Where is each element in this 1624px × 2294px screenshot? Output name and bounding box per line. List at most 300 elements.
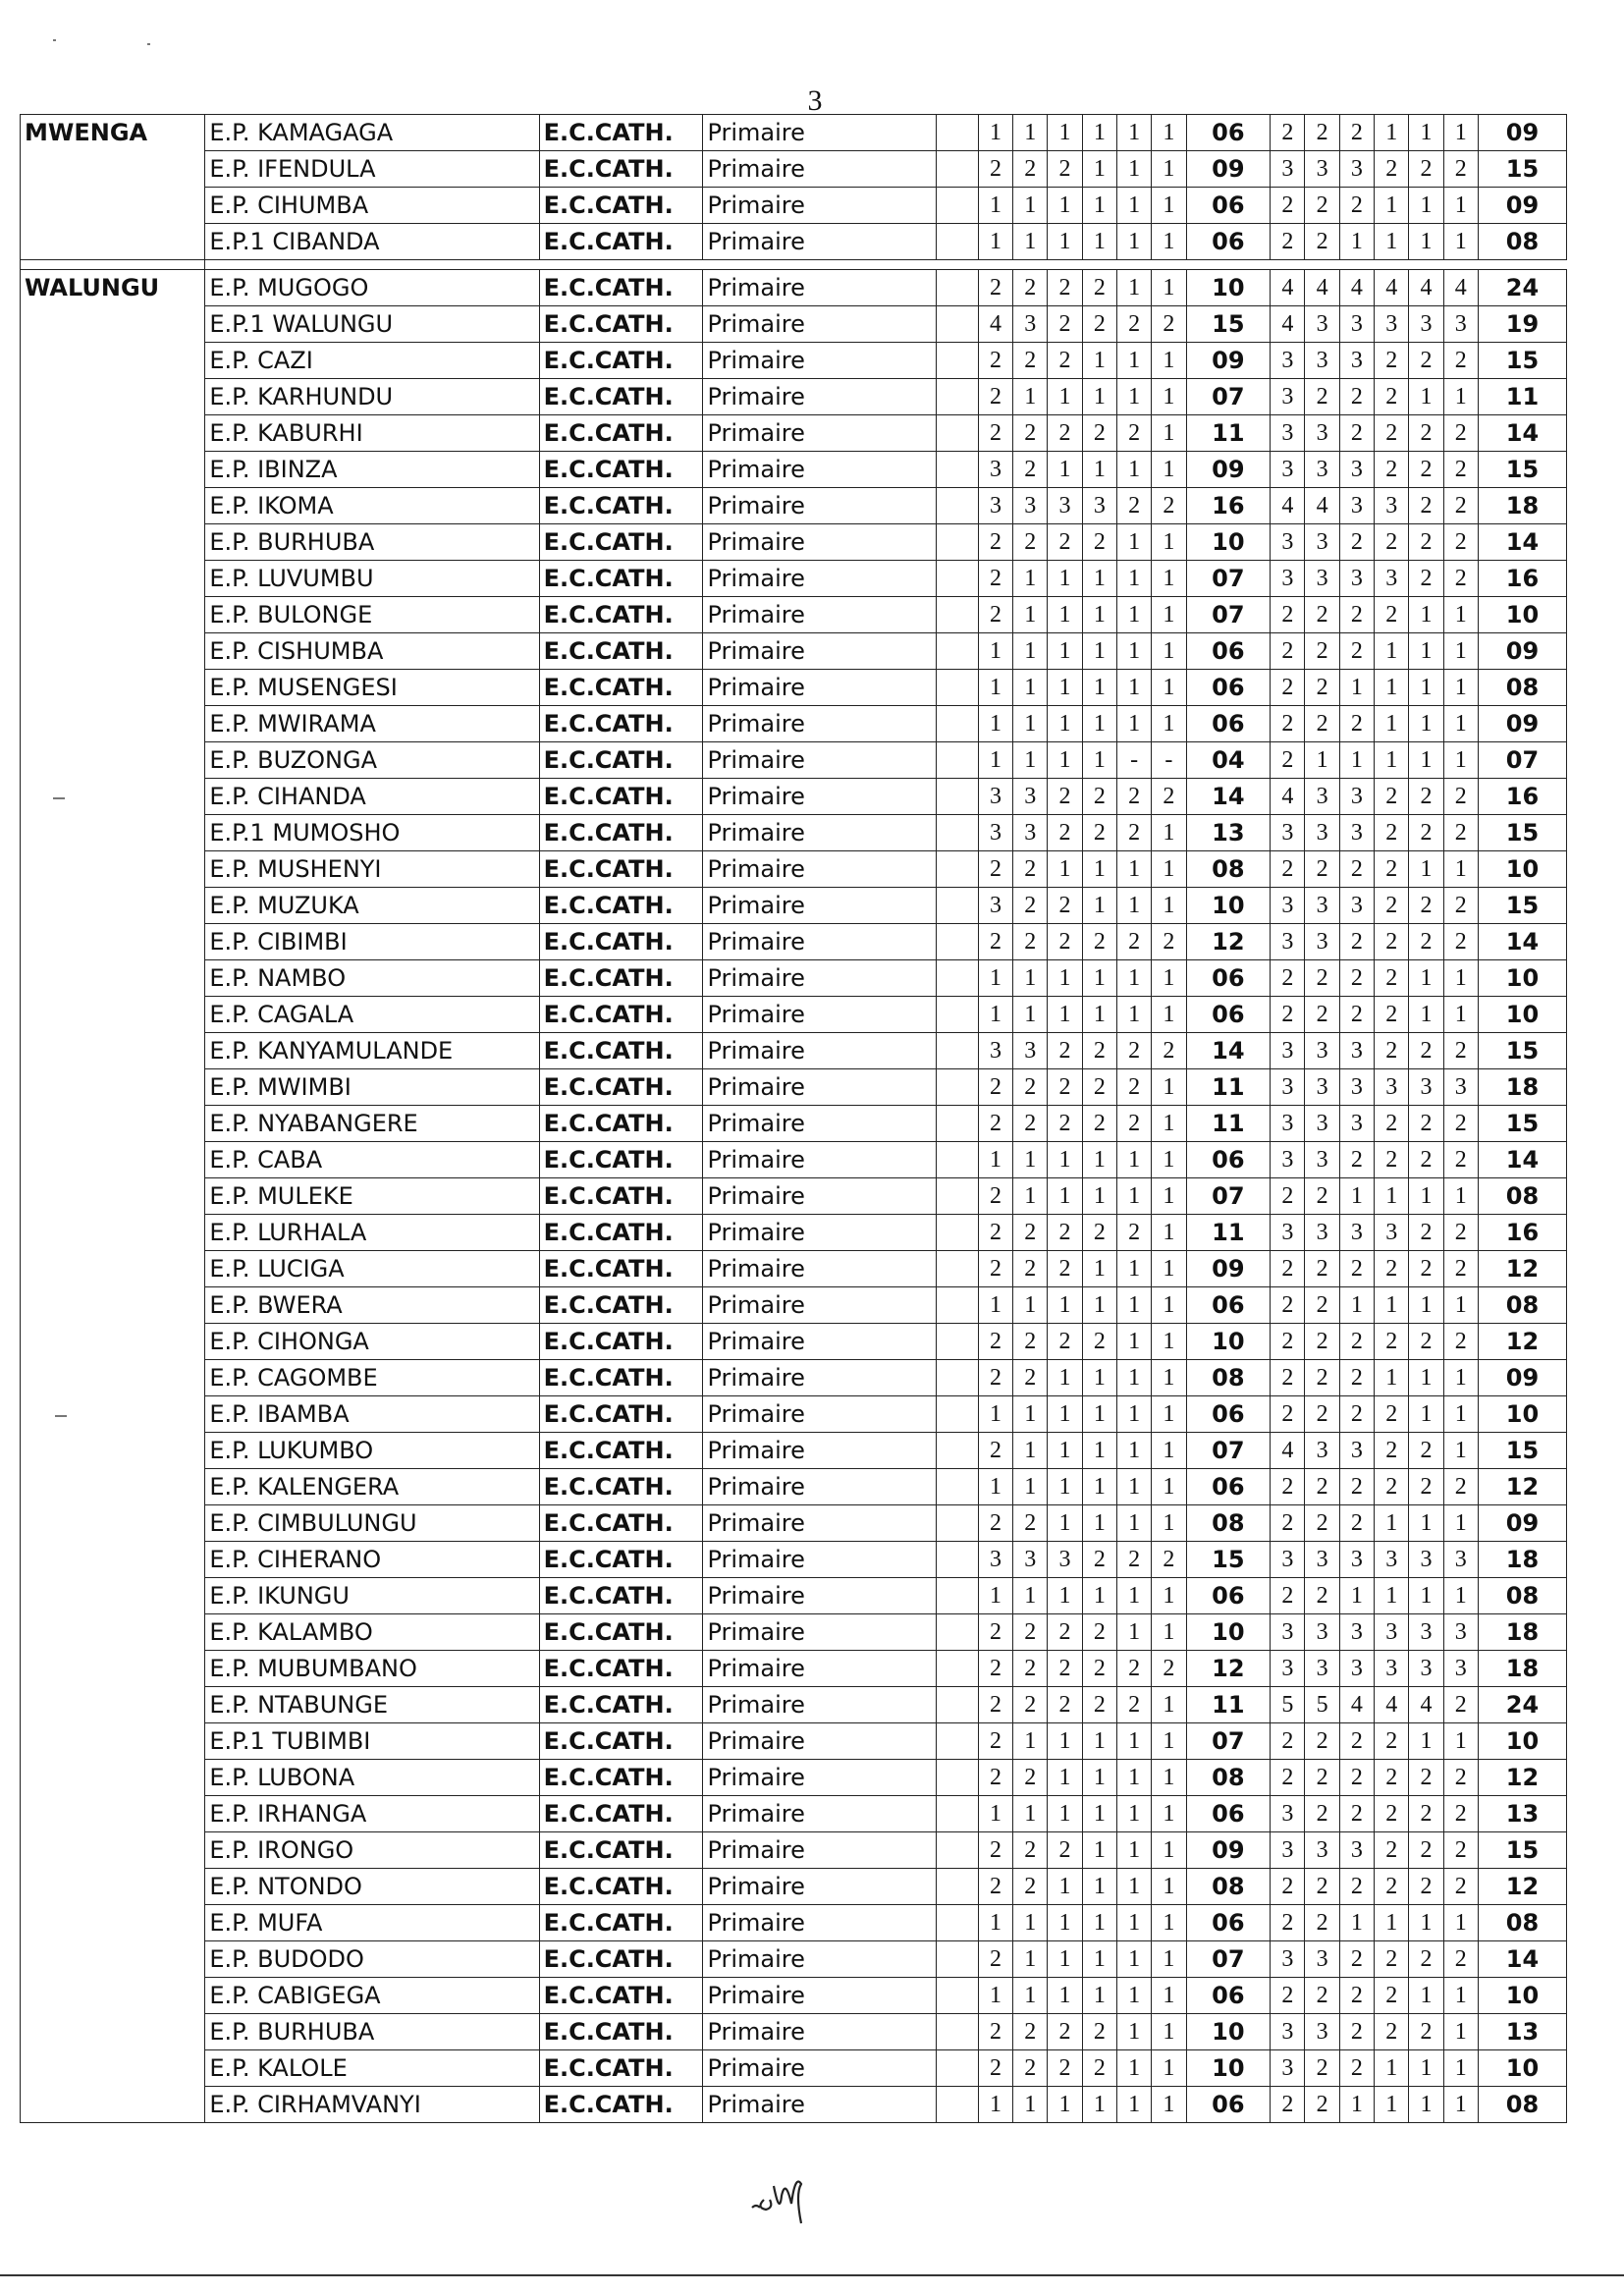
- count-cell: 2: [1082, 1069, 1116, 1106]
- count-cell: 1: [1082, 1941, 1116, 1978]
- count-cell: 2: [1409, 1796, 1443, 1832]
- spacer-cell: [937, 1978, 979, 2014]
- count-cell: 4: [1339, 1687, 1374, 1723]
- count-cell: 2: [1339, 1360, 1374, 1396]
- spacer-cell: [937, 1215, 979, 1251]
- count-cell: 2: [1152, 924, 1186, 960]
- level-cell: Primaire: [703, 633, 937, 670]
- count-cell: 1: [1082, 1433, 1116, 1469]
- count-cell: 2: [1082, 306, 1116, 343]
- total-b-cell: 13: [1478, 1796, 1566, 1832]
- count-cell: 2: [1271, 1324, 1305, 1360]
- level-cell: Primaire: [703, 1542, 937, 1578]
- count-cell: 2: [1013, 1651, 1048, 1687]
- count-cell: 4: [1375, 1687, 1409, 1723]
- count-cell: 2: [1443, 488, 1478, 524]
- school-name-cell: E.P. CIHUMBA: [205, 188, 539, 224]
- count-cell: 2: [1013, 343, 1048, 379]
- total-a-cell: 10: [1186, 1614, 1271, 1651]
- total-b-cell: 08: [1478, 224, 1566, 260]
- count-cell: 3: [1013, 1542, 1048, 1578]
- count-cell: 3: [1305, 1433, 1339, 1469]
- count-cell: 2: [1271, 633, 1305, 670]
- school-name-cell: E.P. CISHUMBA: [205, 633, 539, 670]
- count-cell: 1: [1116, 2087, 1151, 2123]
- total-a-cell: 10: [1186, 270, 1271, 306]
- network-cell: E.C.CATH.: [539, 488, 703, 524]
- count-cell: 2: [1409, 1324, 1443, 1360]
- count-cell: 2: [1048, 1651, 1082, 1687]
- count-cell: 3: [1013, 306, 1048, 343]
- network-cell: E.C.CATH.: [539, 1869, 703, 1905]
- spacer-cell: [937, 1832, 979, 1869]
- count-cell: 1: [1013, 1796, 1048, 1832]
- count-cell: 1: [1409, 633, 1443, 670]
- count-cell: 1: [1443, 379, 1478, 415]
- count-cell: 2: [1339, 1941, 1374, 1978]
- count-cell: 1: [1116, 524, 1151, 561]
- count-cell: 1: [1116, 270, 1151, 306]
- count-cell: 3: [1443, 306, 1478, 343]
- count-cell: 1: [1152, 1505, 1186, 1542]
- count-cell: 2: [1305, 2050, 1339, 2087]
- count-cell: 1: [1082, 452, 1116, 488]
- school-name-cell: E.P. BUDODO: [205, 1941, 539, 1978]
- count-cell: 3: [1375, 306, 1409, 343]
- network-cell: E.C.CATH.: [539, 1723, 703, 1760]
- count-cell: 2: [1048, 306, 1082, 343]
- level-cell: Primaire: [703, 306, 937, 343]
- count-cell: 1: [1116, 1760, 1151, 1796]
- level-cell: Primaire: [703, 188, 937, 224]
- count-cell: 2: [1271, 1905, 1305, 1941]
- count-cell: 1: [1375, 670, 1409, 706]
- count-cell: 4: [1271, 488, 1305, 524]
- count-cell: 3: [1271, 1215, 1305, 1251]
- total-a-cell: 10: [1186, 2050, 1271, 2087]
- count-cell: 1: [1152, 1287, 1186, 1324]
- network-cell: E.C.CATH.: [539, 742, 703, 779]
- count-cell: 1: [1152, 597, 1186, 633]
- count-cell: 1: [1082, 188, 1116, 224]
- count-cell: 1: [1152, 1978, 1186, 2014]
- count-cell: 3: [1271, 1832, 1305, 1869]
- count-cell: 2: [1409, 2014, 1443, 2050]
- count-cell: 2: [1305, 1978, 1339, 2014]
- total-b-cell: 18: [1478, 1614, 1566, 1651]
- count-cell: 2: [1375, 1324, 1409, 1360]
- total-a-cell: 06: [1186, 960, 1271, 997]
- count-cell: 2: [1082, 1324, 1116, 1360]
- school-name-cell: E.P. BUZONGA: [205, 742, 539, 779]
- total-a-cell: 07: [1186, 379, 1271, 415]
- spacer-cell: [937, 1433, 979, 1469]
- count-cell: 1: [1082, 1469, 1116, 1505]
- spacer-cell: [937, 115, 979, 151]
- count-cell: 2: [1409, 815, 1443, 851]
- count-cell: 2: [1409, 1142, 1443, 1178]
- count-cell: 2: [1305, 960, 1339, 997]
- count-cell: 1: [1013, 997, 1048, 1033]
- school-name-cell: E.P. CIBIMBI: [205, 924, 539, 960]
- count-cell: 3: [1305, 815, 1339, 851]
- school-name-cell: E.P. CAZI: [205, 343, 539, 379]
- total-a-cell: 07: [1186, 1178, 1271, 1215]
- spacer-cell: [937, 633, 979, 670]
- count-cell: 1: [1048, 1360, 1082, 1396]
- count-cell: 2: [1305, 1396, 1339, 1433]
- level-cell: Primaire: [703, 1687, 937, 1723]
- count-cell: 1: [1152, 888, 1186, 924]
- count-cell: 3: [1339, 343, 1374, 379]
- school-name-cell: E.P. CABA: [205, 1142, 539, 1178]
- count-cell: 2: [978, 1251, 1012, 1287]
- school-name-cell: E.P. NYABANGERE: [205, 1106, 539, 1142]
- count-cell: 1: [1152, 379, 1186, 415]
- count-cell: 2: [1116, 779, 1151, 815]
- network-cell: E.C.CATH.: [539, 1760, 703, 1796]
- count-cell: 2: [1409, 888, 1443, 924]
- count-cell: 2: [1048, 1106, 1082, 1142]
- school-name-cell: E.P. KABURHI: [205, 415, 539, 452]
- count-cell: 1: [1152, 815, 1186, 851]
- network-cell: E.C.CATH.: [539, 1178, 703, 1215]
- count-cell: 1: [1116, 1469, 1151, 1505]
- count-cell: 2: [1305, 2087, 1339, 2123]
- school-name-cell: E.P. LUCIGA: [205, 1251, 539, 1287]
- count-cell: 1: [1048, 561, 1082, 597]
- count-cell: 2: [1271, 1360, 1305, 1396]
- count-cell: 2: [1082, 815, 1116, 851]
- count-cell: 2: [1305, 997, 1339, 1033]
- count-cell: 1: [1409, 2087, 1443, 2123]
- count-cell: 5: [1305, 1687, 1339, 1723]
- network-cell: E.C.CATH.: [539, 888, 703, 924]
- count-cell: 1: [1116, 1251, 1151, 1287]
- network-cell: E.C.CATH.: [539, 2014, 703, 2050]
- count-cell: 2: [1409, 779, 1443, 815]
- count-cell: 2: [1339, 415, 1374, 452]
- network-cell: E.C.CATH.: [539, 815, 703, 851]
- count-cell: 2: [1305, 379, 1339, 415]
- school-name-cell: E.P. LUKUMBO: [205, 1433, 539, 1469]
- count-cell: 3: [1305, 1614, 1339, 1651]
- district-cell: MWENGA: [21, 115, 205, 260]
- count-cell: 1: [978, 1396, 1012, 1433]
- school-name-cell: E.P. MUSHENYI: [205, 851, 539, 888]
- total-a-cell: 09: [1186, 343, 1271, 379]
- count-cell: 1: [1013, 1287, 1048, 1324]
- count-cell: 1: [1409, 1178, 1443, 1215]
- count-cell: 1: [1152, 452, 1186, 488]
- level-cell: Primaire: [703, 343, 937, 379]
- count-cell: 1: [1116, 1869, 1151, 1905]
- total-b-cell: 08: [1478, 1287, 1566, 1324]
- count-cell: 3: [1375, 1069, 1409, 1106]
- table-row: [21, 1469, 1567, 1505]
- count-cell: 2: [1339, 633, 1374, 670]
- table-row: [21, 270, 1567, 306]
- count-cell: 1: [1152, 1069, 1186, 1106]
- school-name-cell: E.P. KAMAGAGA: [205, 115, 539, 151]
- total-a-cell: 13: [1186, 815, 1271, 851]
- count-cell: 1: [1048, 633, 1082, 670]
- count-cell: 2: [978, 1723, 1012, 1760]
- count-cell: 2: [1048, 779, 1082, 815]
- count-cell: 2: [1339, 1142, 1374, 1178]
- count-cell: 2: [1375, 815, 1409, 851]
- network-cell: E.C.CATH.: [539, 1287, 703, 1324]
- count-cell: 1: [1116, 670, 1151, 706]
- total-a-cell: 06: [1186, 1469, 1271, 1505]
- count-cell: 2: [1271, 188, 1305, 224]
- count-cell: 1: [1409, 115, 1443, 151]
- count-cell: 1: [1116, 997, 1151, 1033]
- count-cell: 2: [1339, 188, 1374, 224]
- count-cell: 1: [1116, 706, 1151, 742]
- count-cell: 2: [1305, 1796, 1339, 1832]
- count-cell: 2: [1305, 597, 1339, 633]
- network-cell: E.C.CATH.: [539, 1505, 703, 1542]
- level-cell: Primaire: [703, 1978, 937, 2014]
- count-cell: 1: [1013, 633, 1048, 670]
- count-cell: 2: [1013, 452, 1048, 488]
- total-b-cell: 08: [1478, 670, 1566, 706]
- count-cell: 1: [1443, 2050, 1478, 2087]
- level-cell: Primaire: [703, 1360, 937, 1396]
- school-name-cell: E.P. MUZUKA: [205, 888, 539, 924]
- count-cell: 1: [1443, 1978, 1478, 2014]
- count-cell: 3: [1305, 888, 1339, 924]
- spacer-cell: [937, 1614, 979, 1651]
- count-cell: 1: [1152, 1433, 1186, 1469]
- level-cell: Primaire: [703, 1941, 937, 1978]
- level-cell: Primaire: [703, 851, 937, 888]
- count-cell: 1: [1409, 224, 1443, 260]
- count-cell: 1: [1048, 1433, 1082, 1469]
- count-cell: 2: [1013, 1069, 1048, 1106]
- spacer-cell: [937, 1869, 979, 1905]
- count-cell: 2: [1409, 343, 1443, 379]
- count-cell: 2: [1271, 224, 1305, 260]
- count-cell: 3: [1339, 488, 1374, 524]
- count-cell: 1: [1013, 1396, 1048, 1433]
- count-cell: 2: [1443, 1796, 1478, 1832]
- table-row: [21, 742, 1567, 779]
- level-cell: Primaire: [703, 1832, 937, 1869]
- spacer-cell: [937, 706, 979, 742]
- spacer-cell: [937, 151, 979, 188]
- total-b-cell: 14: [1478, 415, 1566, 452]
- count-cell: 1: [1116, 1578, 1151, 1614]
- level-cell: Primaire: [703, 452, 937, 488]
- count-cell: -: [1116, 742, 1151, 779]
- count-cell: 1: [1048, 1578, 1082, 1614]
- count-cell: 2: [1409, 1869, 1443, 1905]
- count-cell: 2: [1271, 597, 1305, 633]
- count-cell: 2: [978, 1869, 1012, 1905]
- level-cell: Primaire: [703, 524, 937, 561]
- count-cell: 2: [1375, 851, 1409, 888]
- spacer-cell: [937, 224, 979, 260]
- table-row: [21, 1033, 1567, 1069]
- table-row: [21, 188, 1567, 224]
- count-cell: 1: [1082, 1978, 1116, 2014]
- count-cell: 2: [1443, 452, 1478, 488]
- scan-speck: [53, 797, 65, 799]
- count-cell: 1: [1443, 633, 1478, 670]
- network-cell: E.C.CATH.: [539, 960, 703, 997]
- table-row: [21, 1505, 1567, 1542]
- count-cell: 2: [1443, 1251, 1478, 1287]
- count-cell: 1: [1013, 1941, 1048, 1978]
- count-cell: 1: [1409, 997, 1443, 1033]
- count-cell: 3: [1271, 379, 1305, 415]
- count-cell: 2: [978, 1215, 1012, 1251]
- count-cell: 1: [978, 1287, 1012, 1324]
- count-cell: 2: [1082, 1687, 1116, 1723]
- count-cell: 1: [1116, 151, 1151, 188]
- separator-cell: [205, 260, 1567, 270]
- total-a-cell: 08: [1186, 1505, 1271, 1542]
- total-b-cell: 14: [1478, 524, 1566, 561]
- network-cell: E.C.CATH.: [539, 2050, 703, 2087]
- count-cell: 2: [1409, 1106, 1443, 1142]
- count-cell: 2: [1271, 1396, 1305, 1433]
- count-cell: 3: [1305, 779, 1339, 815]
- total-a-cell: 06: [1186, 1905, 1271, 1941]
- count-cell: 2: [1443, 1033, 1478, 1069]
- total-b-cell: 13: [1478, 2014, 1566, 2050]
- count-cell: 2: [1375, 2014, 1409, 2050]
- table-row: [21, 924, 1567, 960]
- count-cell: 1: [1409, 1505, 1443, 1542]
- count-cell: 1: [1443, 1578, 1478, 1614]
- count-cell: 2: [1271, 997, 1305, 1033]
- spacer-cell: [937, 960, 979, 997]
- table-row: [21, 597, 1567, 633]
- count-cell: 2: [1048, 924, 1082, 960]
- school-name-cell: E.P. IKOMA: [205, 488, 539, 524]
- count-cell: 2: [1013, 2050, 1048, 2087]
- spacer-cell: [937, 1360, 979, 1396]
- count-cell: 2: [1116, 306, 1151, 343]
- level-cell: Primaire: [703, 1251, 937, 1287]
- count-cell: 2: [1048, 343, 1082, 379]
- network-cell: E.C.CATH.: [539, 779, 703, 815]
- count-cell: 1: [1013, 742, 1048, 779]
- level-cell: Primaire: [703, 597, 937, 633]
- count-cell: 2: [1271, 115, 1305, 151]
- level-cell: Primaire: [703, 2050, 937, 2087]
- count-cell: 1: [1116, 1796, 1151, 1832]
- level-cell: Primaire: [703, 706, 937, 742]
- network-cell: E.C.CATH.: [539, 1396, 703, 1433]
- total-a-cell: 15: [1186, 1542, 1271, 1578]
- count-cell: 3: [1271, 1106, 1305, 1142]
- level-cell: Primaire: [703, 924, 937, 960]
- spacer-cell: [937, 815, 979, 851]
- count-cell: 3: [1305, 151, 1339, 188]
- count-cell: 2: [1409, 452, 1443, 488]
- total-a-cell: 11: [1186, 1069, 1271, 1106]
- count-cell: 3: [1409, 1651, 1443, 1687]
- level-cell: Primaire: [703, 1287, 937, 1324]
- count-cell: 3: [1082, 488, 1116, 524]
- count-cell: 1: [1048, 1978, 1082, 2014]
- count-cell: 2: [978, 379, 1012, 415]
- count-cell: 1: [1409, 1978, 1443, 2014]
- school-name-cell: E.P. MWIMBI: [205, 1069, 539, 1106]
- spacer-cell: [937, 924, 979, 960]
- school-name-cell: E.P. KALENGERA: [205, 1469, 539, 1505]
- count-cell: 1: [1048, 742, 1082, 779]
- count-cell: 1: [1116, 633, 1151, 670]
- count-cell: 2: [1443, 1941, 1478, 1978]
- count-cell: 3: [1271, 1069, 1305, 1106]
- count-cell: 1: [1152, 1578, 1186, 1614]
- level-cell: Primaire: [703, 270, 937, 306]
- total-b-cell: 15: [1478, 888, 1566, 924]
- total-a-cell: 15: [1186, 306, 1271, 343]
- count-cell: 1: [1152, 151, 1186, 188]
- network-cell: E.C.CATH.: [539, 1832, 703, 1869]
- count-cell: 1: [1013, 1578, 1048, 1614]
- count-cell: 1: [1409, 706, 1443, 742]
- school-name-cell: E.P. MUGOGO: [205, 270, 539, 306]
- count-cell: 1: [1082, 2087, 1116, 2123]
- total-b-cell: 08: [1478, 1178, 1566, 1215]
- count-cell: 1: [978, 1142, 1012, 1178]
- count-cell: 2: [1082, 1542, 1116, 1578]
- network-cell: E.C.CATH.: [539, 1796, 703, 1832]
- count-cell: 2: [978, 524, 1012, 561]
- total-b-cell: 19: [1478, 306, 1566, 343]
- count-cell: 1: [1116, 188, 1151, 224]
- count-cell: 1: [1082, 1360, 1116, 1396]
- count-cell: 1: [1013, 115, 1048, 151]
- count-cell: 2: [1048, 1832, 1082, 1869]
- table-row: [21, 997, 1567, 1033]
- school-name-cell: E.P. IKUNGU: [205, 1578, 539, 1614]
- network-cell: E.C.CATH.: [539, 1433, 703, 1469]
- count-cell: 2: [978, 1614, 1012, 1651]
- count-cell: 1: [1339, 1578, 1374, 1614]
- count-cell: 2: [1339, 1324, 1374, 1360]
- count-cell: 1: [1013, 188, 1048, 224]
- spacer-cell: [937, 452, 979, 488]
- network-cell: E.C.CATH.: [539, 633, 703, 670]
- count-cell: 2: [1048, 1215, 1082, 1251]
- network-cell: E.C.CATH.: [539, 343, 703, 379]
- level-cell: Primaire: [703, 1069, 937, 1106]
- total-b-cell: 12: [1478, 1324, 1566, 1360]
- count-cell: 1: [1116, 2050, 1151, 2087]
- count-cell: 3: [1271, 888, 1305, 924]
- count-cell: 2: [1409, 1760, 1443, 1796]
- table-row: [21, 1106, 1567, 1142]
- count-cell: 1: [1013, 561, 1048, 597]
- network-cell: E.C.CATH.: [539, 1106, 703, 1142]
- count-cell: 3: [1013, 488, 1048, 524]
- count-cell: 2: [1048, 270, 1082, 306]
- count-cell: 1: [978, 1796, 1012, 1832]
- count-cell: 4: [1271, 779, 1305, 815]
- network-cell: E.C.CATH.: [539, 524, 703, 561]
- table-row: [21, 1433, 1567, 1469]
- count-cell: 2: [1375, 524, 1409, 561]
- count-cell: 2: [1116, 1069, 1151, 1106]
